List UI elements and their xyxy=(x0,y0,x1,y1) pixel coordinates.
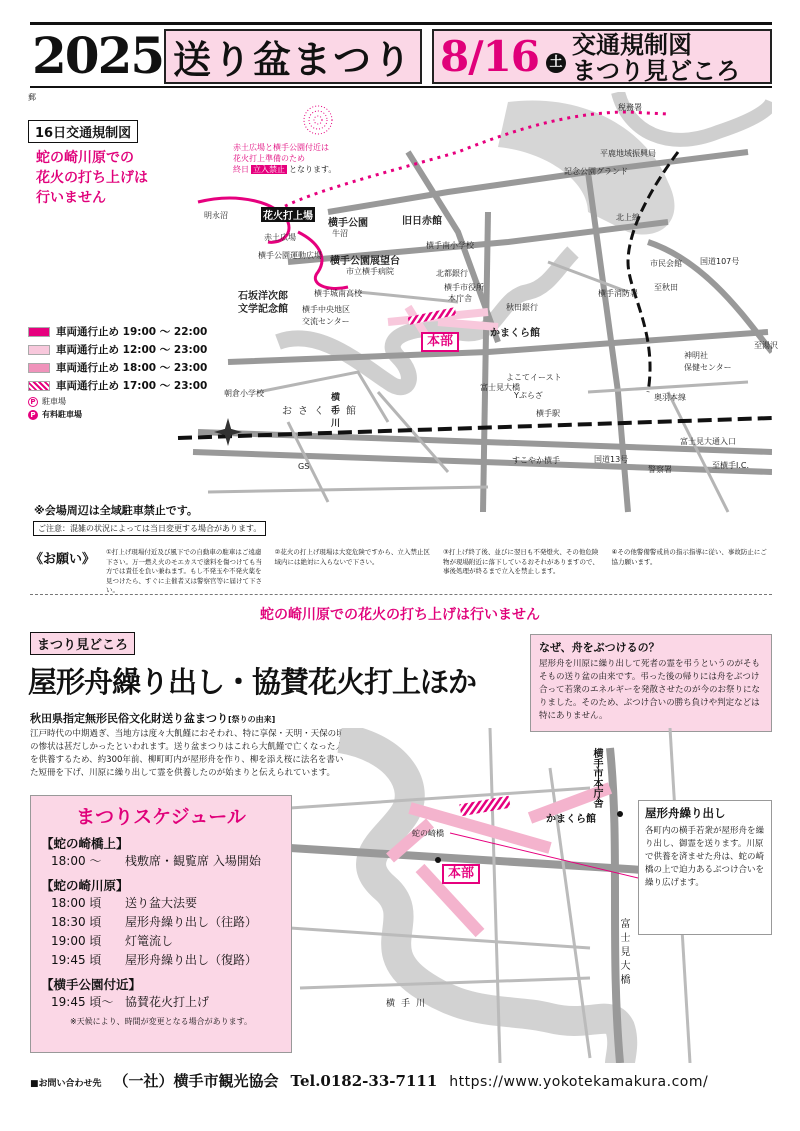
map2-river-label: 横手川 xyxy=(386,999,432,1009)
request-item: ③打上げ終了後、並びに翌日も不発燈火、その他危険物が現場附近に落下しているおそれがありますので、事後処理が終るまで立入を禁止します。 xyxy=(443,548,599,575)
map-place-label: 赤土広場 xyxy=(264,233,296,242)
restricted-note-3b: 立入禁止 xyxy=(253,165,285,174)
no-fireworks-line-3: 行いません xyxy=(36,190,106,206)
request-item: ④その他警備警戒員の指示指導に従い、事故防止にご協力願います。 xyxy=(611,548,767,566)
map2-city-hall-1: 横手市 xyxy=(591,748,602,778)
legend-label: 車両通行止め 12:00 ～ 23:00 xyxy=(56,344,208,356)
compass xyxy=(214,418,242,446)
map-place-label: 市立横手病院 xyxy=(346,267,394,276)
legend-item xyxy=(28,378,238,393)
map-place-label: おさくら館 xyxy=(282,406,362,417)
schedule-event: 桟敷席・観覧席 入場開始 xyxy=(125,854,261,868)
header-top-rule xyxy=(30,22,772,25)
restricted-note-3c: となります。 xyxy=(289,165,337,174)
schedule-note: ※天候により、時間が変更となる場合があります。 xyxy=(69,1017,253,1026)
header-bottom-rule xyxy=(30,86,772,88)
map-place-label: かまくら館 xyxy=(490,328,540,339)
map-place-label: 北都銀行 xyxy=(436,269,468,278)
map-place-label: 国道13号 xyxy=(594,455,629,464)
map-place-label: 富士見大通入口 xyxy=(680,437,736,446)
map2-honbu-label: 本部 xyxy=(448,866,475,881)
schedule-event: 屋形舟繰り出し（復路） xyxy=(125,953,258,967)
requests-heading: 《お願い》 xyxy=(30,552,96,567)
map-place-label: すこやか横手 xyxy=(512,456,560,465)
schedule-event: 送り盆大法要 xyxy=(125,896,198,910)
header-title-box xyxy=(164,29,422,84)
map-place-label: 横手公園運動広場 xyxy=(258,251,322,260)
change-notice: ご注意：混雑の状況によっては当日変更する場合があります。 xyxy=(33,521,266,536)
origin-text: 江戸時代の中期過ぎ、当地方は度々大飢饉におそわれ、特に享保・天明・天保の頃の惨状は甚だしかったといわれます。送り盆まつりはこれら大飢饉で亡くなった人を供養するため、約300年前、柳町町内が屋形舟を作り、柳を添え桜に法名を書いた短冊を下げ、川原に繰り出して霊を供養したのが始まりと伝えられています。 xyxy=(30,729,345,778)
request-item: ①打上げ現場付近及び風下での自動車の駐車はご遠慮下さい。万一燃え火のモエカスで塗料を傷つけても当方では責任を負い兼ねます。もし不発玉や不発火薬を見つけたら、すぐに主催者又は警察官等に届けて下さい。 xyxy=(106,548,262,594)
request-item: ②花火の打上げ現場は大変危険ですから、立入禁止区域内には絶対に入らないで下さい。 xyxy=(274,548,430,566)
map2-city-hall-label xyxy=(590,748,602,808)
legend-item xyxy=(28,360,238,375)
map-place-label: 記念公園グランド xyxy=(564,167,628,176)
map-place-label: 花火打上場 xyxy=(261,207,315,222)
legend-parking-label: 駐車場 xyxy=(42,397,66,406)
footer-org: （一社）横手市観光協会 xyxy=(113,1072,279,1090)
schedule-event: 灯篭流し xyxy=(125,934,174,948)
map-place-label: 石坂洋次郎 xyxy=(238,291,288,302)
map-place-label: 至湯沢 xyxy=(754,341,778,350)
map-place-label: 横手南小学校 xyxy=(426,241,474,250)
header-title: 送り盆まつり xyxy=(172,37,413,82)
map-place-label: 警察署 xyxy=(648,465,672,474)
legend-swatch xyxy=(28,345,50,355)
schedule-time: 18:30 頃 xyxy=(51,915,102,929)
requests-divider xyxy=(30,594,772,595)
map2-city-hall-2: 本庁舎 xyxy=(591,778,602,808)
header-date-box xyxy=(432,29,772,84)
river-upper-2 xyxy=(618,92,772,140)
schedule-time: 19:00 頃 xyxy=(51,934,102,948)
header-year: 2025 xyxy=(32,26,164,85)
header-sub2: まつり見どころ xyxy=(572,56,740,85)
map-place-label: 朝倉小学校 xyxy=(224,389,264,398)
map2-kamakura-label: かまくら館 xyxy=(546,814,596,825)
map-place-label: 神明社 xyxy=(684,351,708,360)
map-place-label: 保健センター xyxy=(684,363,732,372)
map-place-label: 奥羽本線 xyxy=(654,393,686,402)
header-weekday: 土 xyxy=(546,53,566,73)
legend-paid-parking-label: 有料駐車場 xyxy=(42,410,82,419)
map-place-label: 横手中央地区 xyxy=(302,305,350,314)
schedule-row xyxy=(41,852,281,871)
no-fireworks-line-2: 花火の打ち上げは xyxy=(36,170,148,186)
boat-title: 屋形舟繰り出し xyxy=(645,806,726,820)
map-place-label: 横手市役所 xyxy=(444,283,484,292)
map-place-label: 横手駅 xyxy=(536,409,560,418)
map2-honbu xyxy=(442,864,480,884)
footer-url[interactable]: https://www.yokotekamakura.com/ xyxy=(449,1074,709,1090)
highlights-subtitle-small: [祭りの由来] xyxy=(228,715,276,724)
why-box xyxy=(530,634,772,732)
map-place-label: 市民会館 xyxy=(650,259,682,268)
schedule-time: 18:00 頃 xyxy=(51,896,102,910)
map-place-label: 至横手I.C. xyxy=(712,461,750,470)
schedule-time: 19:45 頃～ xyxy=(51,995,114,1009)
legend-item xyxy=(28,324,238,339)
why-body: 屋形舟を川原に繰り出して死者の霊を弔うというのがそもそもの送り盆の由来です。弔った後の帰りには舟をぶつけ合って若衆のエネルギーを発散させたのが今のお祭りになりました。そのため、ぶつけ合いの勝ち負けや判定などは特にありません。 xyxy=(539,659,761,721)
parking-ban-note: ※会場周辺は全域駐車禁止です。 xyxy=(34,504,198,517)
map-legend xyxy=(28,324,238,420)
map-place-label: 牛沼 xyxy=(332,229,348,238)
highlights-tag: まつり見どころ xyxy=(30,632,135,655)
map-place-label: 郵 xyxy=(28,93,36,102)
map-place-label: 国道107号 xyxy=(700,257,740,266)
map-place-label: 平鹿地域振興局 xyxy=(600,149,656,158)
map-place-label: 富士見大橋 xyxy=(480,383,520,392)
schedule-event: 屋形舟繰り出し（往路） xyxy=(125,915,258,929)
map-place-label: 文学記念館 xyxy=(238,304,288,315)
legend-parking xyxy=(28,396,238,407)
why-title: なぜ、舟をぶつけるの？ xyxy=(539,641,660,654)
legend-swatch xyxy=(28,327,50,337)
schedule-title: まつりスケジュール xyxy=(76,806,246,828)
footer-tel: Tel.0182-33-7111 xyxy=(290,1072,438,1090)
honbu-marker xyxy=(421,332,459,352)
legend-swatch xyxy=(28,381,50,391)
legend-item xyxy=(28,342,238,357)
schedule-row xyxy=(41,932,281,951)
highlights-subtitle-main: 秋田県指定無形民俗文化財送り盆まつり xyxy=(30,712,228,725)
map-place-label: よこてイースト xyxy=(506,373,562,382)
map-place-label: 税務署 xyxy=(618,103,642,112)
map2-kamakura-dot xyxy=(617,811,623,817)
footer-inquiry: ■お問い合わせ先 xyxy=(30,1079,102,1089)
map-place-label: 横手公園 xyxy=(328,218,368,229)
schedule-group-heading: 【蛇の崎川原】 xyxy=(41,878,129,893)
no-fireworks-banner: 蛇の崎川原での花火の打ち上げは行いません xyxy=(260,607,540,623)
schedule-group-heading: 【蛇の崎橋上】 xyxy=(41,836,129,851)
header-date: 8/16 xyxy=(440,32,540,81)
map-place-label: 秋田銀行 xyxy=(506,303,538,312)
map2-bridge-label: 蛇の崎橋 xyxy=(412,829,444,838)
map-place-label: 本庁舎 xyxy=(448,294,472,303)
parking-icon xyxy=(28,397,38,407)
boat-body: 各町内の横手若衆が屋形舟を繰り出し、御霊を送ります。川原で供養を済ませた舟は、蛇の崎橋の上で迫力あるぶつけ合いを繰り広げます。 xyxy=(645,826,765,888)
no-fireworks-line-1: 蛇の崎川原での xyxy=(36,150,134,166)
restricted-note-1: 赤土広場と横手公園付近は xyxy=(233,143,329,152)
schedule-row xyxy=(41,894,281,913)
header-sub1: 交通規制図 xyxy=(572,30,692,59)
no-fireworks-notice xyxy=(36,148,148,208)
paid-parking-icon xyxy=(28,410,38,420)
restricted-note-3a: 終日 xyxy=(233,165,249,174)
restricted-note-2: 花火打上準備のため xyxy=(233,154,305,163)
paid-parking-icon-letter: P xyxy=(30,410,36,419)
legend-paid-parking xyxy=(28,409,238,420)
map-place-label: 横手城南高校 xyxy=(314,289,362,298)
map2-fujimi-label: 富士見大橋 xyxy=(618,918,629,988)
map-place-label: 北上線 xyxy=(616,213,640,222)
fireworks-burst xyxy=(304,106,332,134)
map-place-label: 交流センター xyxy=(302,317,350,326)
map-place-label: Yぷらざ xyxy=(514,391,543,400)
map-place-label: 横手公園展望台 xyxy=(330,256,400,267)
parking-icon-letter: P xyxy=(30,397,36,406)
legend-label: 車両通行止め 19:00 ～ 22:00 xyxy=(56,326,208,338)
requests-list xyxy=(106,548,772,596)
schedule-row xyxy=(41,951,281,970)
schedule-box xyxy=(30,795,292,1053)
map-place-label: 旧日赤館 xyxy=(402,216,442,227)
schedule-event: 協賛花火打上げ xyxy=(125,995,210,1009)
schedule-row xyxy=(41,913,281,932)
boat-box xyxy=(638,800,772,935)
map-place-label: GS xyxy=(298,462,310,471)
legend-label: 車両通行止め 17:00 ～ 23:00 xyxy=(56,380,208,392)
footer xyxy=(30,1070,772,1091)
highlights-subtitle xyxy=(30,710,275,726)
map2-bridge-dot xyxy=(435,857,441,863)
restricted-area-note xyxy=(233,142,336,175)
honbu-label: 本部 xyxy=(427,334,454,349)
railway xyxy=(178,418,772,438)
map-place-label: 横手消防署 xyxy=(598,289,638,298)
schedule-time: 19:45 頃 xyxy=(51,953,102,967)
legend-list xyxy=(28,324,238,393)
schedule-groups xyxy=(41,834,281,1012)
river-yokote-2 xyxy=(340,738,622,1063)
traffic-section-title: 16日交通規制図 xyxy=(28,120,138,143)
traffic-map xyxy=(28,92,778,520)
schedule-group-heading: 【横手公園付近】 xyxy=(41,977,142,992)
legend-swatch xyxy=(28,363,50,373)
map-place-label: 至秋田 xyxy=(654,283,678,292)
map-place-label: 明永沼 xyxy=(204,211,228,220)
schedule-time: 18:00 ～ xyxy=(51,854,102,868)
map-place-label: 横手川 xyxy=(329,392,339,431)
legend-label: 車両通行止め 18:00 ～ 23:00 xyxy=(56,362,208,374)
map2-hatched-closure xyxy=(459,796,510,817)
schedule-row xyxy=(41,993,281,1012)
highlights-headline: 屋形舟繰り出し・協賛花火打上ほか xyxy=(28,665,477,699)
restricted-note-3 xyxy=(233,164,336,175)
